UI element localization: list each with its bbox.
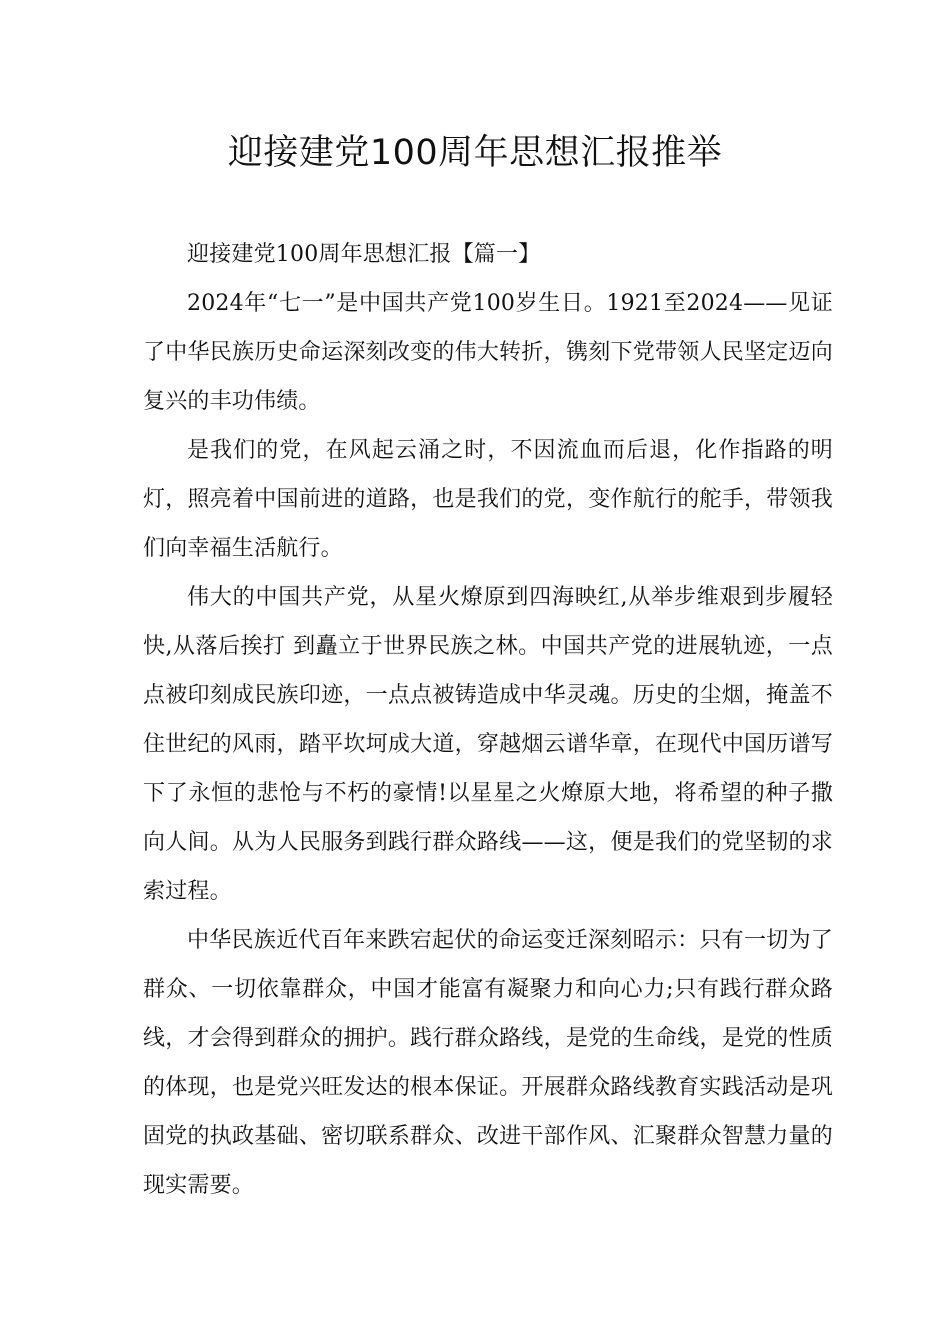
- paragraph-1: 2024年“七一”是中国共产党100岁生日。1921至2024——见证了中华民族历史命运深刻改变的伟大转折，镌刻下党带领人民坚定迈向复兴的丰功伟绩。: [143, 291, 833, 414]
- paragraph-2: 是我们的党，在风起云涌之时，不因流血而后退，化作指路的明灯，照亮着中国前进的道路，也是我们的党，变作航行的舵手，带领我们向幸福生活航行。: [143, 438, 833, 561]
- paragraph-4: 中华民族近代百年来跌宕起伏的命运变迁深刻昭示：只有一切为了群众、一切依靠群众，中国才能富有凝聚力和向心力;只有践行群众路线，才会得到群众的拥护。践行群众路线，是党的生命线，是党的性质的体现，也是党兴旺发达的根本保证。开展群众路线教育实践活动是巩固党的执政基础、密切联系群众、改进干部作风、汇聚群众智慧力量的现实需要。: [143, 928, 833, 1198]
- section-heading: 迎接建党100周年思想汇报【篇一】: [187, 242, 541, 267]
- document-title: 迎接建党100周年思想汇报推举: [227, 133, 723, 173]
- paragraph-3: 伟大的中国共产党，从星火燎原到四海映红,从举步维艰到步履轻快,从落后挨打 到矗立于世界民族之林。中国共产党的进展轨迹，一点点被印刻成民族印迹，一点点被铸造成中华灵魂。历史的尘烟，掩盖不住世纪的风雨，踏平坎坷成大道，穿越烟云谱华章，在现代中国历谱写下了永恒的悲怆与不朽的豪情!以星星之火燎原大地，将希望的种子撒向人间。从为人民服务到践行群众路线——这，便是我们的党坚韧的求索过程。: [143, 585, 833, 904]
- document-body: [143, 230, 833, 1210]
